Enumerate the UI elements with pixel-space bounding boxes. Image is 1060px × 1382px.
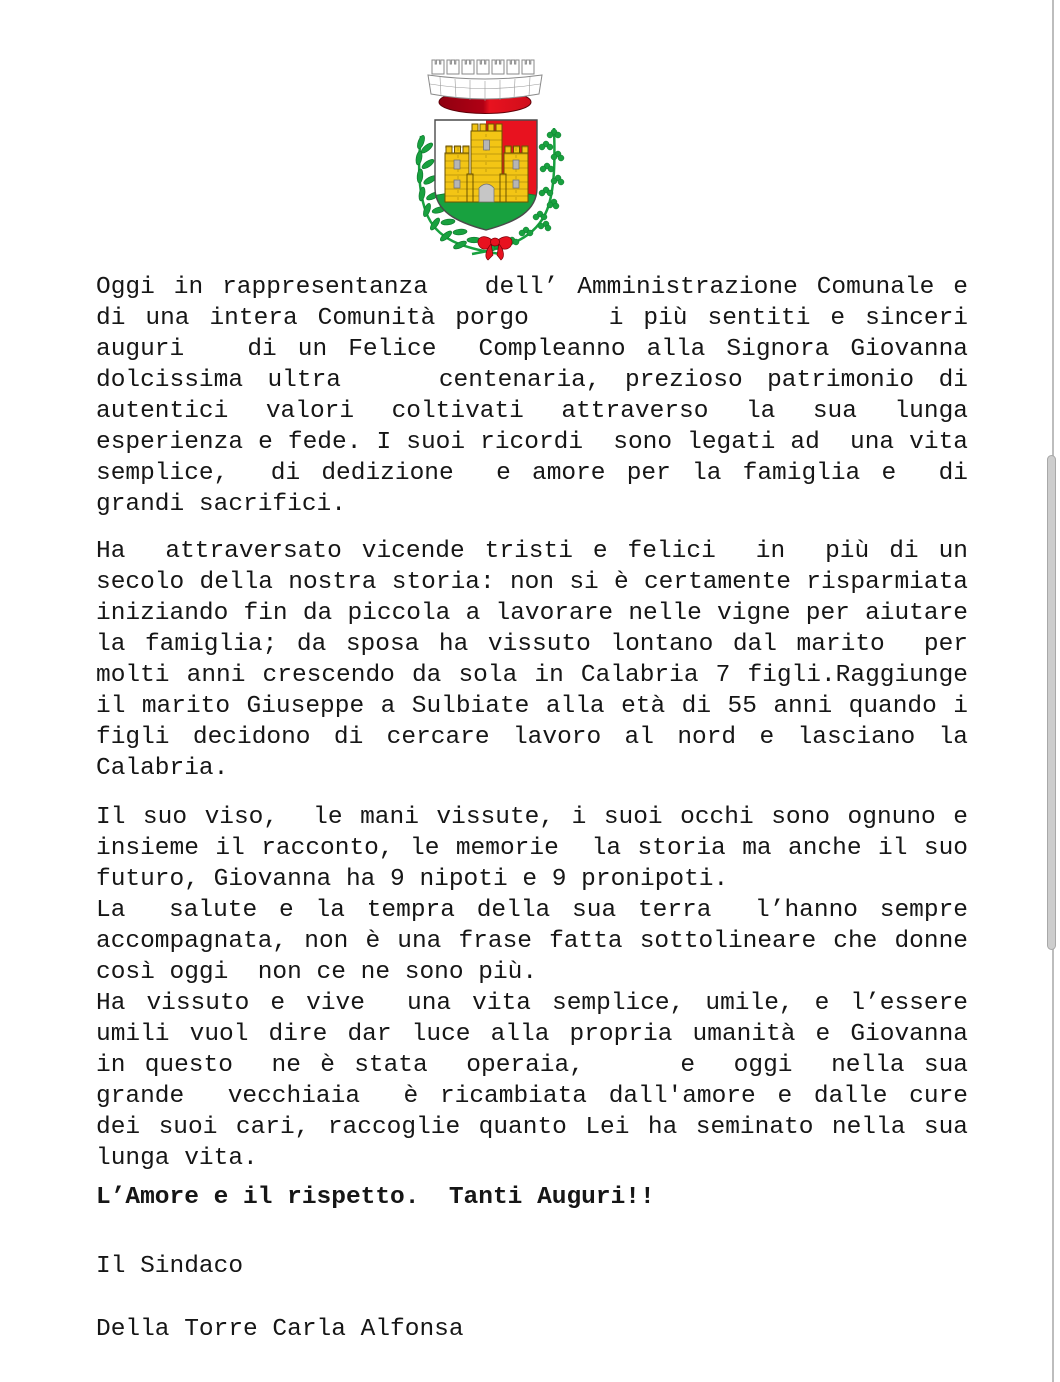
- letter-body: [96, 272, 968, 1229]
- text-line: di una intera Comunità porgo i più sentiti e sinceri: [96, 305, 968, 332]
- text-line: in questo ne è stata operaia, e oggi nella sua: [96, 1052, 968, 1079]
- text-line: la famiglia; da sposa ha vissuto lontano dal marito per: [96, 631, 968, 658]
- text-line: L’Amore e il rispetto. Tanti Auguri!!: [96, 1184, 655, 1211]
- text-line: molti anni crescendo da sola in Calabria 7 figli.Raggiunge: [96, 662, 968, 689]
- text-line: dei suoi cari, raccoglie quanto Lei ha seminato nella sua: [96, 1114, 968, 1141]
- text-line: Il suo viso, le mani vissute, i suoi occhi sono ognuno e: [96, 804, 968, 831]
- text-line: così oggi non ce ne sono più.: [96, 959, 538, 986]
- text-line: umili vuol dire dar luce alla propria umanità e Giovanna: [96, 1021, 968, 1048]
- text-line: futuro, Giovanna ha 9 nipoti e 9 pronipoti.: [96, 866, 729, 893]
- signature-name: Della Torre Carla Alfonsa: [96, 1316, 464, 1343]
- text-line: Oggi in rappresentanza dell’ Amministrazione Comunale e: [96, 274, 968, 301]
- text-line: iniziando fin da piccola a lavorare nelle vigne per aiutare: [96, 600, 968, 627]
- document-paragraphs: [96, 272, 968, 1213]
- text-line: dolcissima ultra centenaria, prezioso patrimonio di: [96, 367, 968, 394]
- text-line: Ha attraversato vicende tristi e felici in più di un: [96, 538, 968, 565]
- text-line: auguri di un Felice Compleanno alla Signora Giovanna: [96, 336, 968, 363]
- text-line: La salute e la tempra della sua terra l’hanno sempre: [96, 897, 968, 924]
- letter-paragraph: [96, 802, 968, 1174]
- text-line: autentici valori coltivati attraverso la sua lunga: [96, 398, 968, 425]
- text-line: Calabria.: [96, 755, 229, 782]
- scrollbar-thumb[interactable]: [1047, 455, 1056, 950]
- text-line: semplice, di dedizione e amore per la famiglia e di: [96, 460, 968, 487]
- text-line: grandi sacrifici.: [96, 491, 346, 518]
- text-line: insieme il racconto, le memorie la storia ma anche il suo: [96, 835, 968, 862]
- text-line: accompagnata, non è una frase fatta sottolineare che donne: [96, 928, 968, 955]
- text-line: lunga vita.: [96, 1145, 258, 1172]
- text-line: grande vecchiaia è ricambiata dall'amore e dalle cure: [96, 1083, 968, 1110]
- closing-line-paragraph: [96, 1182, 968, 1213]
- letter-paragraph: [96, 536, 968, 784]
- text-line: secolo della nostra storia: non si è certamente risparmiata: [96, 569, 968, 596]
- text-line: Ha vissuto e vive una vita semplice, umile, e l’essere: [96, 990, 968, 1017]
- signature-role: Il Sindaco: [96, 1253, 244, 1280]
- coat-of-arms-icon: [408, 52, 566, 262]
- mural-crown-icon: [428, 60, 542, 114]
- text-line: esperienza e fede. I suoi ricordi sono legati ad una vita: [96, 429, 968, 456]
- shield-icon: [432, 112, 546, 237]
- text-line: il marito Giuseppe a Sulbiate alla età di 55 anni quando i: [96, 693, 968, 720]
- text-line: figli decidono di cercare lavoro al nord e lasciano la: [96, 724, 968, 751]
- letter-paragraph: [96, 272, 968, 520]
